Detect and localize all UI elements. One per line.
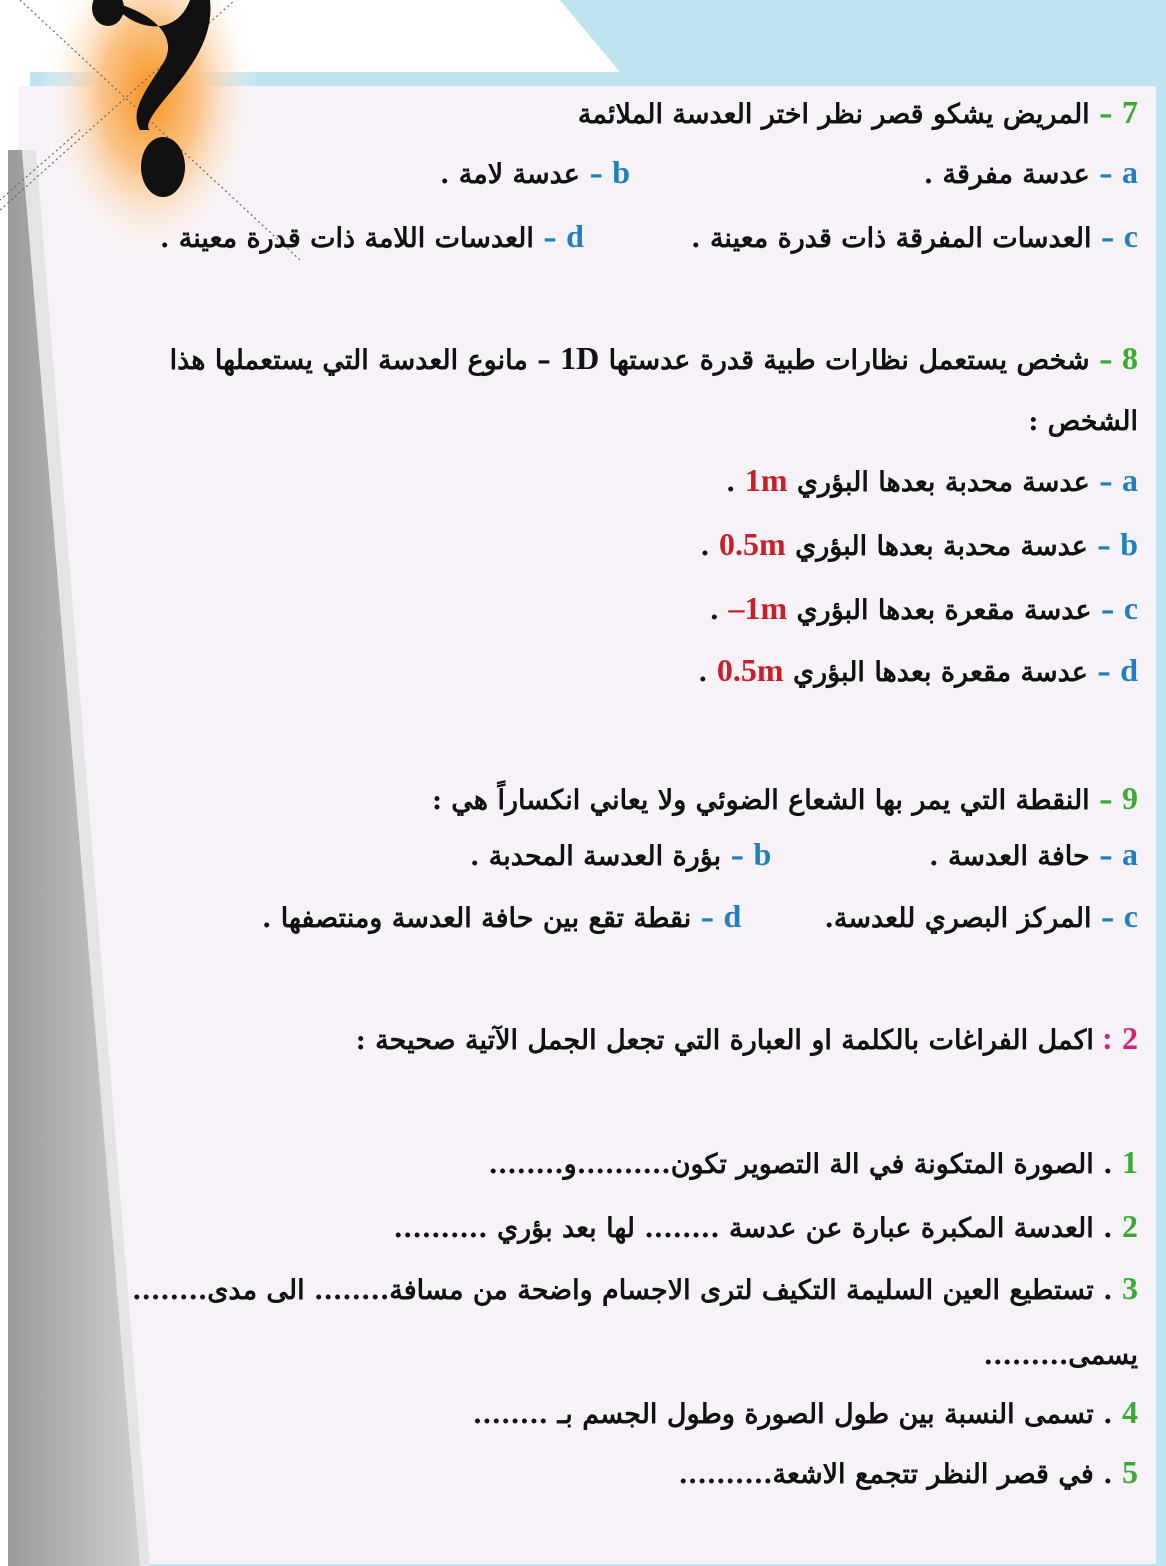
option-text: عدسة مفرقة . — [923, 159, 1090, 190]
option-text: المركز البصري للعدسة. — [824, 903, 1092, 934]
item-text: في قصر النظر تتجمع الاشعة.......... — [678, 1459, 1094, 1490]
option-letter: a — [1122, 836, 1138, 872]
q9-option-b[interactable]: b – بؤرة العدسة المحدبة . — [470, 836, 772, 872]
option-text: عدسة لامة . — [440, 159, 580, 190]
fill-item-4: 4 . تسمى النسبة بين طول الصورة وطول الجسم بـ ........ — [472, 1394, 1138, 1430]
q7-question: 7 – المريض يشكو قصر نظر اختر العدسة الملائمة — [577, 94, 1138, 130]
q8-power: 1D — [560, 340, 600, 376]
gray-wedge — [8, 150, 140, 1566]
option-value: 0.5m — [719, 526, 786, 562]
fill-item-5: 5 . في قصر النظر تتجمع الاشعة.......... — [678, 1454, 1138, 1490]
option-text: العدسات المفرقة ذات قدرة معينة . — [691, 223, 1092, 254]
q9-option-d[interactable]: d – نقطة تقع بين حافة العدسة ومنتصفها . — [262, 898, 742, 934]
option-text: عدسة مقعرة بعدها البؤري — [792, 657, 1088, 688]
option-text: عدسة محدبة بعدها البؤري — [796, 467, 1090, 498]
q8-question: 8 – شخص يستعمل نظارات طبية قدرة عدستها 1D – مانوع العدسة التي يستعملها هذا — [169, 340, 1138, 376]
section2-heading: 2 : اكمل الفراغات بالكلمة او العبارة التي تجعل الجمل الآتية صحيحة : — [355, 1020, 1138, 1056]
option-letter: c — [1123, 590, 1138, 626]
item-text: الصورة المتكونة في الة التصوير تكون..........و........ — [488, 1149, 1094, 1180]
q8-question-line2 — [1028, 402, 1138, 442]
q7-option-a[interactable]: a – عدسة مفرقة . — [923, 154, 1138, 190]
option-text: بؤرة العدسة المحدبة . — [470, 841, 722, 872]
option-letter: d — [723, 898, 742, 934]
item-text: العدسة المكبرة عبارة عن عدسة ........ لها بعد بؤري .......... — [393, 1213, 1094, 1244]
q9-question: 9 – النقطة التي يمر بها الشعاع الضوئي ولا يعاني انكساراً هي : — [431, 780, 1138, 816]
item-number: 5 — [1122, 1454, 1138, 1490]
option-text: العدسات اللامة ذات قدرة معينة . — [160, 223, 534, 254]
option-letter: c — [1123, 898, 1138, 934]
option-letter: b — [753, 836, 772, 872]
option-text: حافة العدسة . — [929, 841, 1090, 872]
q8-option-a[interactable]: a – عدسة محدبة بعدها البؤري 1m . — [726, 462, 1138, 498]
fill-item-1: 1 . الصورة المتكونة في الة التصوير تكون..........و........ — [488, 1144, 1138, 1180]
item-number: 4 — [1122, 1394, 1138, 1430]
option-letter: d — [1120, 652, 1138, 688]
q8-number: 8 — [1122, 340, 1138, 376]
q9-number: 9 — [1122, 780, 1138, 816]
q7-text: المريض يشكو قصر نظر اختر العدسة الملائمة — [577, 99, 1090, 130]
item-number: 2 — [1122, 1208, 1138, 1244]
item-text: تسمى النسبة بين طول الصورة وطول الجسم بـ ........ — [472, 1399, 1094, 1430]
option-letter: b — [612, 154, 631, 190]
q8-text-part1: شخص يستعمل نظارات طبية قدرة عدستها — [608, 345, 1090, 376]
option-text: نقطة تقع بين حافة العدسة ومنتصفها . — [262, 903, 692, 934]
option-value: 1m — [744, 462, 788, 498]
item-number: 3 — [1122, 1270, 1138, 1306]
q9-option-c[interactable]: c – المركز البصري للعدسة. — [824, 898, 1138, 934]
item-text: يسمى......... — [983, 1340, 1138, 1371]
section2-text: اكمل الفراغات بالكلمة او العبارة التي تجعل الجمل الآتية صحيحة : — [355, 1025, 1094, 1056]
fill-item-3: 3 . تستطيع العين السليمة التكيف لترى الاجسام واضحة من مسافة........ الى مدى........ — [132, 1270, 1138, 1306]
option-letter: c — [1123, 218, 1138, 254]
option-text: عدسة مقعرة بعدها البؤري — [796, 595, 1092, 626]
item-text: تستطيع العين السليمة التكيف لترى الاجسام واضحة من مسافة........ الى مدى........ — [132, 1275, 1094, 1306]
fill-item-2: 2 . العدسة المكبرة عبارة عن عدسة ........ لها بعد بؤري .......... — [393, 1208, 1138, 1244]
option-letter: a — [1122, 462, 1138, 498]
q7-option-c[interactable]: c – العدسات المفرقة ذات قدرة معينة . — [691, 218, 1138, 254]
option-value: –1m — [728, 590, 788, 626]
fill-item-3-continued — [984, 1336, 1138, 1376]
q8-text-part2: – مانوع العدسة التي يستعملها هذا — [169, 345, 551, 376]
q8-option-b[interactable]: b – عدسة محدبة بعدها البؤري 0.5m . — [700, 526, 1138, 562]
option-letter: d — [566, 218, 584, 254]
q8-option-d[interactable]: d – عدسة مقعرة بعدها البؤري 0.5m . — [698, 652, 1138, 688]
option-text: عدسة محدبة بعدها البؤري — [795, 531, 1088, 562]
q8-text-line2: الشخص : — [1028, 406, 1138, 437]
option-letter: b — [1120, 526, 1138, 562]
item-number: 1 — [1122, 1144, 1138, 1180]
q7-option-b[interactable]: b – عدسة لامة . — [440, 154, 631, 190]
option-value: 0.5m — [716, 652, 784, 688]
q8-option-c[interactable]: c – عدسة مقعرة بعدها البؤري –1m . — [709, 590, 1138, 626]
option-letter: a — [1122, 154, 1138, 190]
q7-number: 7 — [1122, 94, 1138, 130]
q9-text: النقطة التي يمر بها الشعاع الضوئي ولا يعاني انكساراً هي : — [431, 785, 1090, 816]
q7-option-d[interactable]: d – العدسات اللامة ذات قدرة معينة . — [160, 218, 584, 254]
q9-option-a[interactable]: a – حافة العدسة . — [929, 836, 1138, 872]
section2-number: 2 — [1122, 1020, 1138, 1056]
